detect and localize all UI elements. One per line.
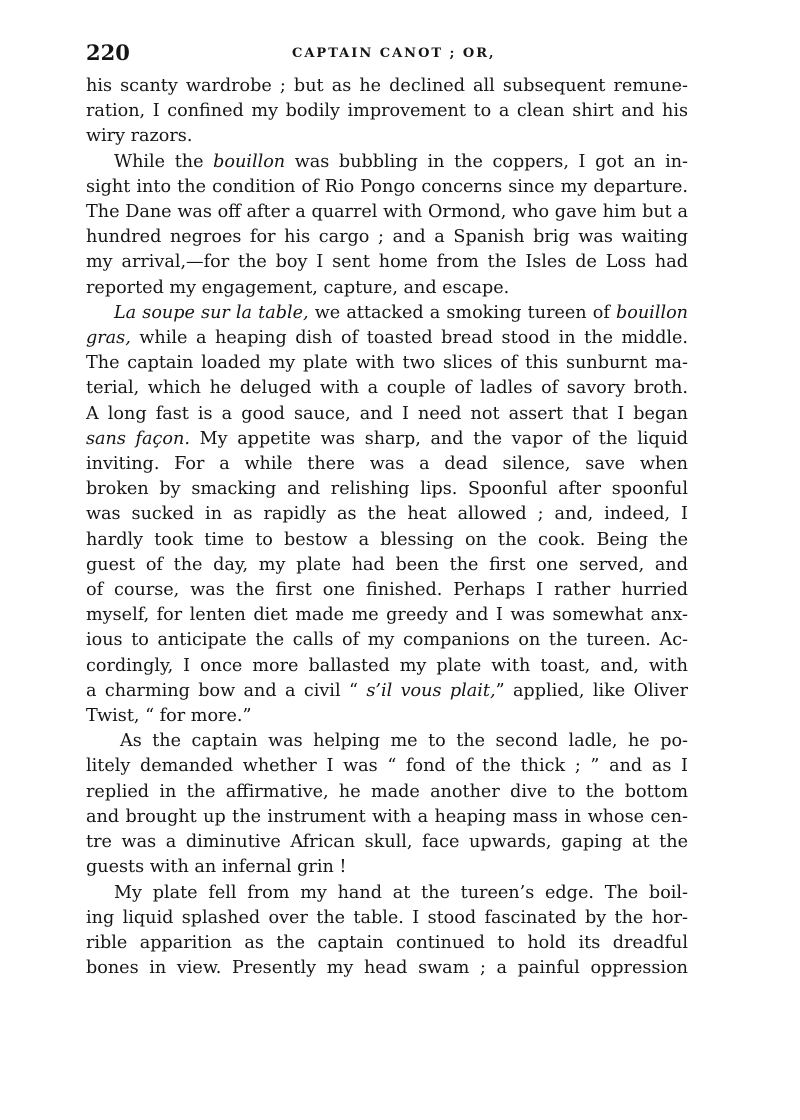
- text-line: A long fast is a good sauce, and I need not assert that I began: [86, 403, 688, 424]
- text-line: my arrival,—for the boy I sent home from the Isles de Loss had: [86, 252, 688, 273]
- text-run: we attacked a smoking tureen of: [308, 302, 616, 323]
- text-run: My appetite was sharp, and the vapor of the liquid: [189, 428, 689, 449]
- text-line: bones in view. Presently my head swam ; a painful oppression: [86, 958, 688, 979]
- italic-phrase: bouillon: [213, 151, 286, 172]
- text-line: As the captain was helping me to the second ladle, he po-: [120, 731, 688, 752]
- text-line: reported my engagement, capture, and escape.: [86, 277, 510, 298]
- text-line: ration, I confined my bodily improvement to a clean shirt and his: [86, 101, 688, 122]
- italic-phrase: La soupe sur la table,: [114, 302, 309, 323]
- text-run: a charming bow and a civil “: [86, 680, 367, 701]
- text-line: was sucked in as rapidly as the heat allowed ; and, indeed, I: [86, 504, 688, 525]
- italic-phrase: s’il vous plait,: [366, 680, 496, 701]
- text-line: [86, 326, 688, 351]
- text-line: hundred negroes for his cargo ; and a Spanish brig was waiting: [86, 227, 688, 248]
- text-line: of course, was the first one finished. Perhaps I rather hurried: [86, 580, 688, 601]
- running-head: CAPTAIN CANOT ; OR,: [292, 46, 496, 61]
- text-line: The Dane was off after a quarrel with Ormond, who gave him but a: [86, 202, 688, 223]
- italic-phrase: sans façon.: [86, 428, 190, 449]
- text-line: [86, 301, 688, 326]
- page-number: 220: [86, 40, 130, 65]
- text-line: wiry razors.: [86, 126, 193, 147]
- text-line: Twist, “ for more.”: [86, 706, 252, 727]
- text-line: inviting. For a while there was a dead silence, save when: [86, 454, 688, 475]
- text-line: broken by smacking and relishing lips. Spoonful after spoonful: [86, 479, 688, 500]
- text-run: While the: [114, 151, 214, 172]
- text-line: [86, 150, 688, 175]
- text-line: and brought up the instrument with a heaping mass in whose cen-: [86, 806, 688, 827]
- text-line: sight into the condition of Rio Pongo concerns since my departure.: [86, 176, 688, 197]
- text-line: replied in the affirmative, he made another dive to the bottom: [86, 781, 688, 802]
- text-line: guests with an infernal grin !: [86, 857, 347, 878]
- text-run: was bubbling in the coppers, I got an in-: [285, 151, 688, 172]
- italic-phrase: bouillon: [616, 302, 688, 323]
- text-line: My plate fell from my hand at the tureen’s edge. The boil-: [114, 882, 688, 903]
- text-line: ious to anticipate the calls of my companions on the tureen. Ac-: [86, 630, 688, 651]
- text-line: ing liquid splashed over the table. I stood fascinated by the hor-: [86, 907, 688, 928]
- text-line: myself, for lenten diet made me greedy and I was somewhat anx-: [86, 605, 688, 626]
- text-run: while a heaping dish of toasted bread stood in the middle.: [130, 328, 688, 349]
- text-line: The captain loaded my plate with two slices of this sunburnt ma-: [86, 353, 688, 374]
- text-run: ” applied, like Oliver: [495, 680, 689, 701]
- text-line: tre was a diminutive African skull, face upwards, gaping at the: [86, 832, 688, 853]
- text-line: his scanty wardrobe ; but as he declined all subsequent remune-: [86, 76, 688, 96]
- text-line: litely demanded whether I was “ fond of the thick ; ” and as I: [86, 756, 688, 777]
- text-line: [86, 427, 688, 452]
- page-header: [86, 40, 688, 74]
- text-line: [86, 679, 688, 704]
- text-line: cordingly, I once more ballasted my plate with toast, and, with: [86, 655, 688, 676]
- text-line: hardly took time to bestow a blessing on the cook. Being the: [86, 529, 688, 550]
- body-text: [86, 74, 688, 981]
- text-line: guest of the day, my plate had been the first one served, and: [86, 554, 688, 575]
- book-page: [86, 40, 688, 981]
- text-line: terial, which he deluged with a couple of ladles of savory broth.: [86, 378, 688, 399]
- text-line: rible apparition as the captain continued to hold its dreadful: [86, 932, 688, 953]
- italic-phrase: gras,: [86, 328, 131, 349]
